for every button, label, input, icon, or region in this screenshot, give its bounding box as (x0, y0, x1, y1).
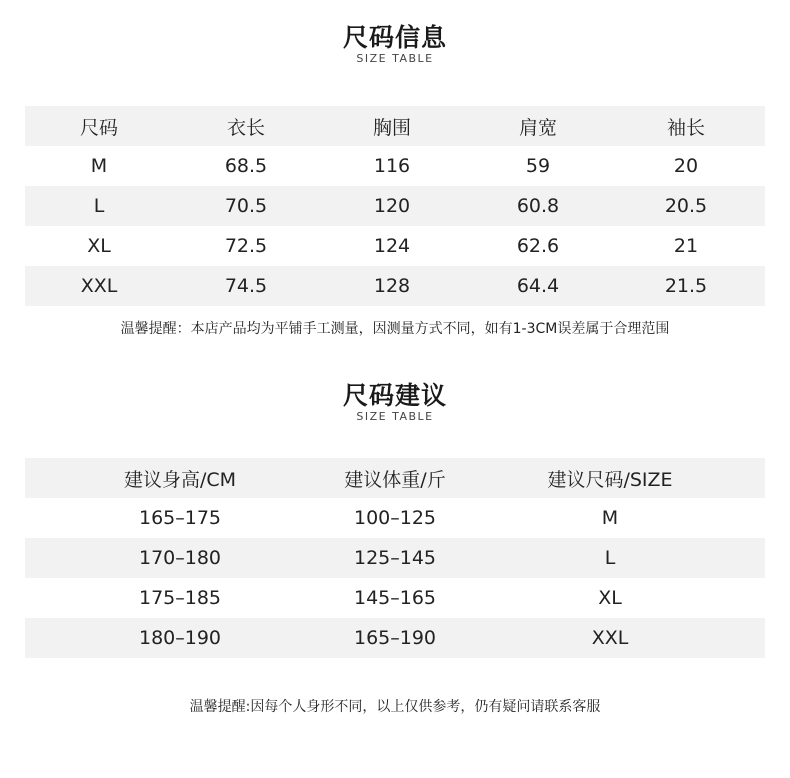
length-cell: 74.5 (224, 275, 268, 297)
header-size: 尺码 (79, 116, 118, 139)
shoulder-cell: 59 (525, 155, 551, 177)
size-suggest-table (25, 458, 765, 658)
table-row (25, 538, 765, 578)
sleeve-cell: 20 (673, 155, 699, 177)
weight-cell: 145–165 (353, 587, 437, 609)
length-cell: 68.5 (224, 155, 268, 177)
suggested-size-cell: L (604, 547, 616, 569)
shoulder-cell: 60.8 (516, 195, 560, 217)
height-cell: 170–180 (138, 547, 222, 569)
size-suggest-header-row (25, 458, 765, 498)
size-info-header-row (25, 106, 765, 146)
chest-cell: 120 (373, 195, 411, 217)
table-row (25, 186, 765, 226)
size-suggest-subtitle: SIZE TABLE (356, 410, 434, 423)
suggested-size-cell: XXL (591, 627, 629, 649)
length-cell: 72.5 (224, 235, 268, 257)
chest-cell: 128 (373, 275, 411, 297)
header-weight: 建议体重/斤 (344, 468, 446, 491)
size-cell: M (90, 155, 108, 177)
table-row (25, 226, 765, 266)
header-height: 建议身高/CM (123, 468, 237, 491)
table-row (25, 146, 765, 186)
header-sleeve: 袖长 (666, 116, 705, 139)
header-chest: 胸围 (372, 116, 411, 139)
sleeve-cell: 20.5 (664, 195, 708, 217)
sleeve-cell: 21.5 (664, 275, 708, 297)
height-cell: 175–185 (138, 587, 222, 609)
table-row (25, 266, 765, 306)
height-cell: 165–175 (138, 507, 222, 529)
table-row (25, 578, 765, 618)
reference-note: 温馨提醒:因每个人身形不同，以上仅供参考，仍有疑问请联系客服 (189, 699, 601, 715)
shoulder-cell: 62.6 (516, 235, 560, 257)
size-suggest-title: 尺码建议 (342, 381, 447, 410)
weight-cell: 165–190 (353, 627, 437, 649)
chest-cell: 116 (373, 155, 411, 177)
weight-cell: 125–145 (353, 547, 437, 569)
chest-cell: 124 (373, 235, 411, 257)
size-cell: XXL (80, 275, 118, 297)
header-suggested-size: 建议尺码/SIZE (547, 468, 673, 491)
weight-cell: 100–125 (353, 507, 437, 529)
size-info-table (25, 106, 765, 306)
header-length: 衣长 (226, 116, 265, 139)
size-cell: L (93, 195, 105, 217)
sleeve-cell: 21 (673, 235, 699, 257)
measurement-note: 温馨提醒：本店产品均为平铺手工测量，因测量方式不同，如有1-3CM误差属于合理范围 (120, 321, 670, 337)
size-info-title: 尺码信息 (342, 23, 447, 52)
length-cell: 70.5 (224, 195, 268, 217)
table-row (25, 618, 765, 658)
table-row (25, 498, 765, 538)
header-shoulder: 肩宽 (518, 116, 557, 139)
shoulder-cell: 64.4 (516, 275, 560, 297)
size-info-subtitle: SIZE TABLE (356, 52, 434, 65)
suggested-size-cell: XL (598, 587, 622, 609)
suggested-size-cell: M (601, 507, 619, 529)
size-cell: XL (87, 235, 111, 257)
height-cell: 180–190 (138, 627, 222, 649)
